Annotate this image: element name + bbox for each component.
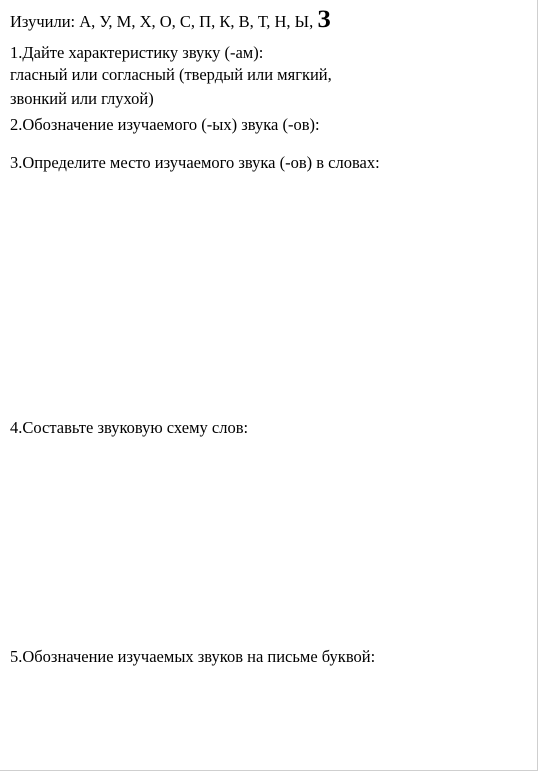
task-2-title: 2.Обозначение изучаемого (-ых) звука (-ов):	[10, 115, 320, 134]
task-4-title: 4.Составьте звуковую схему слов:	[10, 418, 249, 437]
studied-letters-line	[10, 6, 331, 33]
task-5-title: 5.Обозначение изучаемых звуков на письме буквой:	[10, 647, 376, 666]
current-letter: З	[317, 6, 331, 33]
task-1-title: 1.Дайте характеристику звуку (-ам):	[10, 43, 264, 62]
task-3-title: 3.Определите место изучаемого звука (-ов) в словах:	[10, 153, 380, 172]
studied-letters-label: Изучили: А, У, М, Х, О, С, П, К, В, Т, Н, Ы,	[10, 12, 314, 31]
task-1-options-line-2: звонкий или глухой)	[10, 89, 154, 108]
task-1-options-line-1: гласный или согласный (твердый или мягкий,	[10, 65, 332, 84]
